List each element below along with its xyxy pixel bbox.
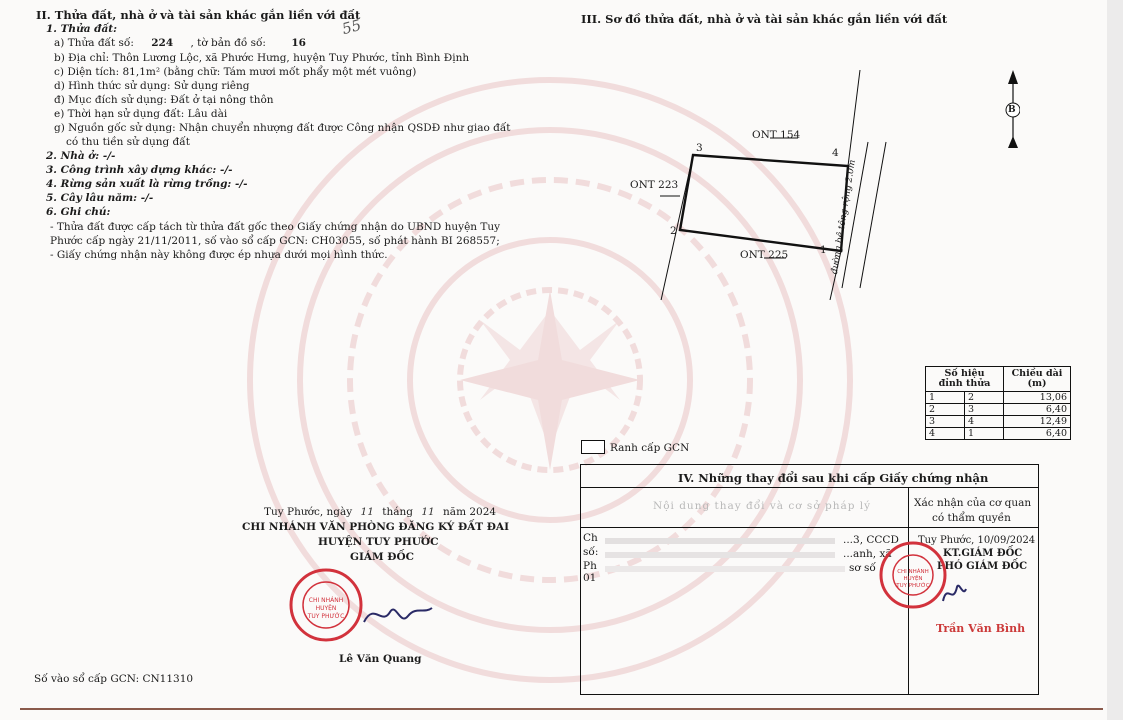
issue-date-line — [264, 507, 496, 518]
table-row: 3 4 12,49 — [926, 416, 1071, 428]
parcel-boundary — [680, 155, 848, 251]
note-line-3: - Giấy chứng nhận này không được ép nhựa dưới mọi hình thức. — [50, 249, 388, 261]
svg-text:TUY PHƯỚC: TUY PHƯỚC — [896, 583, 930, 589]
signature-right — [939, 577, 969, 607]
use-purpose-line: đ) Mục đích sử dụng: Đất ở tại nông thôn — [54, 94, 274, 106]
redacted-bar-1 — [605, 538, 835, 544]
date-month: 11 — [421, 506, 435, 518]
handwritten-mark: 55 — [339, 15, 364, 39]
confirm-role-1: KT.GIÁM ĐỐC — [943, 548, 1023, 559]
section-2: 2. Nhà ở: -/- — [46, 150, 116, 162]
table-row: 2 3 6,40 — [926, 404, 1071, 416]
official-seal-left — [286, 565, 366, 645]
label-ont-225: ONT 225 — [740, 249, 789, 261]
redacted-bar-3 — [605, 566, 845, 572]
entry-prefix-2: số: — [583, 546, 599, 558]
table-row: 1 2 13,06 — [926, 392, 1071, 404]
road-label: đường bê tông rộng 2.0m — [829, 159, 858, 275]
label-ont-223: ONT 223 — [630, 179, 679, 191]
entry-fragment-3: sơ số — [849, 562, 876, 574]
section-6: 6. Ghi chú: — [46, 206, 111, 218]
section-heading-2: II. Thửa đất, nhà ở và tài sản khác gắn liền với đất — [36, 8, 361, 22]
parcel-diagram — [620, 70, 1020, 300]
header-length: Chiều dài (m) — [1004, 367, 1071, 392]
vertex-4: 4 — [832, 147, 839, 159]
vertex-3: 3 — [696, 142, 703, 154]
changes-box — [580, 464, 1039, 695]
legend-label: Ranh cấp GCN — [610, 442, 690, 454]
use-form-line: d) Hình thức sử dụng: Sử dụng riêng — [54, 80, 250, 92]
page-edge-shadow — [1107, 0, 1123, 720]
svg-text:TUY PHƯỚC: TUY PHƯỚC — [307, 613, 345, 620]
legend-swatch — [581, 440, 605, 454]
use-term-line: e) Thời hạn sử dụng đất: Lâu dài — [54, 108, 228, 120]
table-row: 4 1 6,40 — [926, 428, 1071, 440]
date-year: năm 2024 — [443, 506, 497, 518]
bottom-border — [20, 708, 1103, 710]
section-1-title: 1. Thửa đất: — [46, 23, 118, 35]
issuing-org-line-2: HUYỆN TUY PHƯỚC — [318, 536, 439, 548]
edge-length-table — [925, 366, 1071, 440]
svg-text:HUYỆN: HUYỆN — [315, 605, 337, 612]
svg-text:CHI NHÁNH: CHI NHÁNH — [308, 597, 344, 604]
column-header-content: Nội dung thay đổi và cơ sở pháp lý — [653, 500, 872, 512]
date-month-label: tháng — [382, 506, 413, 518]
parcel-number-line — [54, 38, 306, 49]
column-header-confirm-2: có thẩm quyền — [932, 512, 1011, 524]
svg-text:HUYỆN: HUYỆN — [903, 576, 923, 582]
section-5: 5. Cây lâu năm: -/- — [46, 192, 154, 204]
section-4: 4. Rừng sản xuất là rừng trồng: -/- — [46, 178, 248, 190]
entry-prefix-1: Ch — [583, 532, 598, 544]
redacted-bar-2 — [605, 552, 835, 558]
note-line-1: - Thửa đất được cấp tách từ thửa đất gốc theo Giấy chứng nhận do UBND huyện Tuy — [50, 221, 501, 233]
north-label: B — [1008, 105, 1016, 115]
parcel-number: 224 — [151, 37, 174, 49]
confirm-date: Tuy Phước, 10/09/2024 — [918, 535, 1036, 546]
confirm-signer-name: Trần Văn Bình — [936, 622, 1026, 635]
entry-prefix-3: Ph — [583, 560, 597, 572]
signature-left — [360, 596, 436, 636]
parcel-label: a) Thửa đất số: — [54, 37, 134, 49]
entry-fragment-1: ...3, CCCD — [843, 534, 899, 546]
vertex-2: 2 — [670, 225, 677, 237]
svg-text:CHI NHÁNH: CHI NHÁNH — [897, 569, 929, 575]
column-header-confirm-1: Xác nhận của cơ quan — [914, 497, 1032, 509]
origin-line-1: g) Nguồn gốc sử dụng: Nhận chuyển nhượng đất được Công nhận QSDĐ như giao đất — [54, 122, 511, 134]
section-3: 3. Công trình xây dựng khác: -/- — [46, 164, 233, 176]
entry-fragment-2: ...anh, xã — [843, 548, 892, 560]
date-day: 11 — [360, 506, 374, 518]
confirm-role-2: PHÓ GIÁM ĐỐC — [937, 561, 1028, 572]
header-vertex: Số hiệu đỉnh thửa — [926, 367, 1004, 392]
changes-heading: IV. Những thay đổi sau khi cấp Giấy chứng nhận — [678, 471, 989, 485]
area-line: c) Diện tích: 81,1m² (bằng chữ: Tám mươi mốt phẩy một mét vuông) — [54, 66, 417, 78]
issuing-org-line-1: CHI NHÁNH VĂN PHÒNG ĐĂNG KÝ ĐẤT ĐAI — [242, 521, 509, 533]
origin-line-2: có thu tiền sử dụng đất — [66, 136, 190, 148]
signer-name-left: Lê Văn Quang — [339, 653, 422, 665]
signer-role: GIÁM ĐỐC — [350, 551, 414, 563]
entry-prefix-4: 01 — [583, 572, 597, 584]
map-label: , tờ bản đồ số: — [190, 37, 266, 49]
address-line: b) Địa chỉ: Thôn Lương Lộc, xã Phước Hưng, huyện Tuy Phước, tỉnh Bình Định — [54, 52, 470, 64]
label-ont-154: ONT 154 — [752, 129, 801, 141]
map-number: 16 — [291, 37, 306, 49]
table-header-row — [926, 367, 1071, 392]
date-prefix: Tuy Phước, ngày — [264, 506, 353, 518]
registry-number: Số vào sổ cấp GCN: CN11310 — [34, 673, 194, 685]
vertex-1: 1 — [820, 244, 827, 256]
section-heading-3: III. Sơ đồ thửa đất, nhà ở và tài sản khác gắn liền với đất — [581, 12, 948, 26]
note-line-2: Phước cấp ngày 21/11/2011, số vào sổ cấp GCN: CH03055, số phát hành BI 268557; — [50, 235, 500, 247]
